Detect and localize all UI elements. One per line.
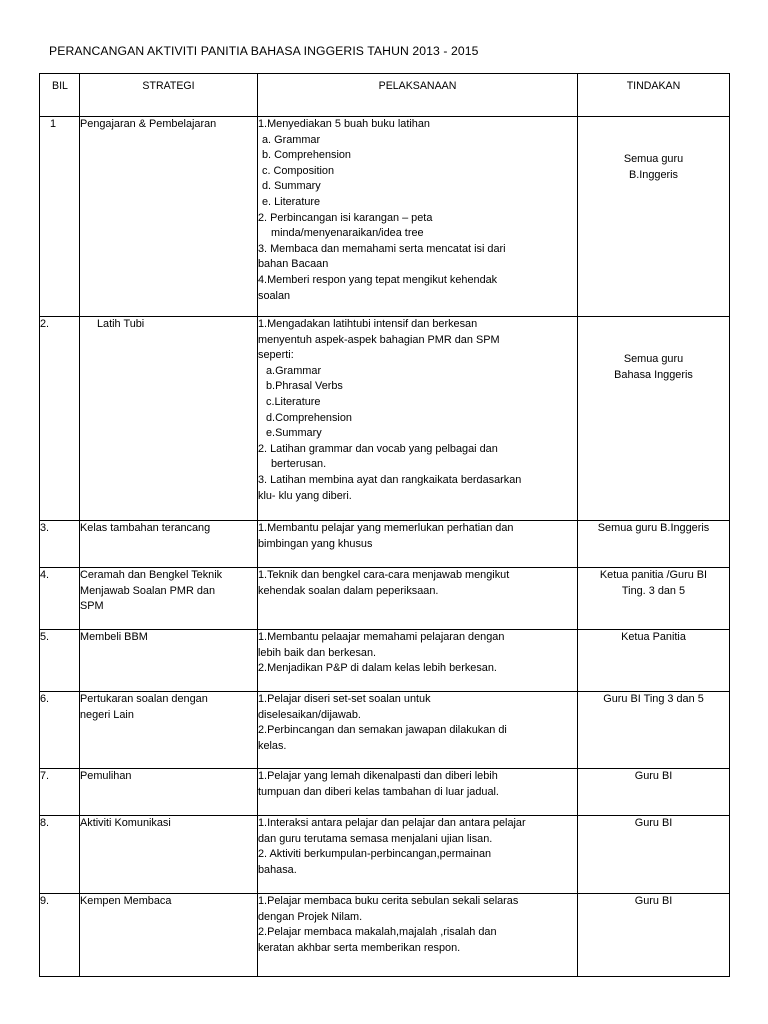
action-line: Semua guru xyxy=(623,353,684,365)
implementation-line: d. Summary xyxy=(262,180,321,193)
table-row xyxy=(40,117,730,317)
action-line: Ting. 3 dan 5 xyxy=(621,584,686,597)
strategy-line: SPM xyxy=(80,600,104,613)
strategy-cell xyxy=(80,317,258,521)
row-number: 2. xyxy=(40,317,80,521)
table-row xyxy=(40,568,730,630)
action-cell xyxy=(578,692,730,769)
action-cell xyxy=(578,317,730,521)
action-line: Guru BI xyxy=(634,895,673,907)
implementation-line: bahasa. xyxy=(258,863,297,876)
implementation-line: kehendak soalan dalam peperiksaan. xyxy=(258,584,439,597)
action-line: Guru BI xyxy=(634,817,673,829)
implementation-line: dan guru terutama semasa menjalani ujian lisan. xyxy=(258,832,493,845)
table-header-row xyxy=(40,74,730,117)
implementation-cell xyxy=(258,117,578,317)
implementation-line: b.Phrasal Verbs xyxy=(266,380,343,393)
implementation-cell xyxy=(258,769,578,816)
strategy-line: Latih Tubi xyxy=(97,318,145,330)
strategy-line: Kempen Membaca xyxy=(80,895,172,907)
implementation-line: 2.Perbincangan dan semakan jawapan dilakukan di xyxy=(258,724,507,737)
row-number: 6. xyxy=(40,692,80,769)
action-line: Semua guru xyxy=(623,153,684,165)
action-line: Guru BI xyxy=(634,770,673,782)
implementation-line: d.Comprehension xyxy=(266,411,352,424)
implementation-cell xyxy=(258,894,578,977)
implementation-line: dengan Projek Nilam. xyxy=(258,910,363,923)
implementation-line: e. Literature xyxy=(262,195,321,208)
implementation-line: klu- klu yang diberi. xyxy=(258,489,352,502)
action-cell xyxy=(578,117,730,317)
implementation-line: 1.Pelajar membaca buku cerita sebulan sekali selaras xyxy=(258,895,519,907)
table-row xyxy=(40,816,730,894)
strategy-line: Menjawab Soalan PMR dan xyxy=(80,584,216,597)
row-number: 8. xyxy=(40,816,80,894)
strategy-cell xyxy=(80,630,258,692)
implementation-line: 3. Latihan membina ayat dan rangkaikata berdasarkan xyxy=(258,473,522,486)
header-pelaksanaan: PELAKSANAAN xyxy=(258,74,578,117)
implementation-line: c.Literature xyxy=(266,395,321,408)
implementation-line: 2. Perbincangan isi karangan – peta xyxy=(258,211,433,224)
implementation-line: a.Grammar xyxy=(266,364,322,377)
implementation-line: c. Composition xyxy=(262,164,335,177)
implementation-line: lebih baik dan berkesan. xyxy=(258,646,377,659)
strategy-line: Kelas tambahan terancang xyxy=(80,522,211,534)
implementation-line: 3. Membaca dan memahami serta mencatat isi dari xyxy=(258,242,506,255)
implementation-line: 2.Pelajar membaca makalah,majalah ,risalah dan xyxy=(258,926,497,939)
implementation-line: 1.Membantu pelajar yang memerlukan perhatian dan xyxy=(258,522,514,534)
strategy-cell xyxy=(80,692,258,769)
implementation-line: 1.Teknik dan bengkel cara-cara menjawab mengikut xyxy=(258,569,510,581)
implementation-line: diselesaikan/dijawab. xyxy=(258,708,361,721)
action-cell xyxy=(578,894,730,977)
strategy-cell xyxy=(80,816,258,894)
strategy-cell xyxy=(80,568,258,630)
implementation-line: 1.Pelajar yang lemah dikenalpasti dan diberi lebih xyxy=(258,770,498,782)
row-number: 1 xyxy=(40,117,80,317)
strategy-cell xyxy=(80,894,258,977)
implementation-line: 2. Aktiviti berkumpulan-perbincangan,permainan xyxy=(258,848,492,861)
action-cell xyxy=(578,769,730,816)
implementation-line: tumpuan dan diberi kelas tambahan di luar jadual. xyxy=(258,785,499,798)
action-cell xyxy=(578,521,730,568)
action-cell xyxy=(578,568,730,630)
row-number: 4. xyxy=(40,568,80,630)
implementation-line: berterusan. xyxy=(271,458,327,471)
implementation-line: 1.Mengadakan latihtubi intensif dan berkesan xyxy=(258,318,478,330)
row-number: 3. xyxy=(40,521,80,568)
row-number: 7. xyxy=(40,769,80,816)
implementation-line: e.Summary xyxy=(266,427,322,440)
header-bil: BIL xyxy=(40,74,80,117)
table-row xyxy=(40,894,730,977)
strategy-cell xyxy=(80,117,258,317)
strategy-line: Pemulihan xyxy=(80,770,132,782)
strategy-line: Pertukaran soalan dengan xyxy=(80,693,208,705)
action-line: B.Inggeris xyxy=(628,168,679,181)
implementation-line: bahan Bacaan xyxy=(258,258,329,271)
table-row xyxy=(40,769,730,816)
table-row xyxy=(40,692,730,769)
implementation-line: menyentuh aspek-aspek bahagian PMR dan SPM xyxy=(258,333,500,346)
implementation-line: a. Grammar xyxy=(262,133,321,146)
action-cell xyxy=(578,816,730,894)
action-line: Semua guru B.Inggeris xyxy=(597,522,710,534)
implementation-line: 2.Menjadikan P&P di dalam kelas lebih berkesan. xyxy=(258,662,497,675)
header-strategi: STRATEGI xyxy=(80,74,258,117)
implementation-line: 4.Memberi respon yang tepat mengikut kehendak xyxy=(258,273,498,286)
implementation-cell xyxy=(258,568,578,630)
implementation-cell xyxy=(258,816,578,894)
implementation-line: 2. Latihan grammar dan vocab yang pelbagai dan xyxy=(258,442,498,455)
strategy-line: Pengajaran & Pembelajaran xyxy=(80,118,217,130)
action-line: Guru BI Ting 3 dan 5 xyxy=(603,693,704,705)
row-number: 5. xyxy=(40,630,80,692)
implementation-cell xyxy=(258,317,578,521)
header-tindakan: TINDAKAN xyxy=(578,74,730,117)
implementation-line: b. Comprehension xyxy=(262,149,351,162)
implementation-line: bimbingan yang khusus xyxy=(258,537,373,550)
implementation-line: 1.Membantu pelaajar memahami pelajaran dengan xyxy=(258,631,505,643)
strategy-cell xyxy=(80,521,258,568)
action-line: Ketua Panitia xyxy=(621,631,686,643)
action-line: Bahasa Inggeris xyxy=(614,368,693,381)
action-line: Ketua panitia /Guru BI xyxy=(599,569,708,581)
implementation-line: keratan akhbar serta memberikan respon. xyxy=(258,941,461,954)
document-title: PERANCANGAN AKTIVITI PANITIA BAHASA INGGERIS TAHUN 2013 - 2015 xyxy=(49,44,479,58)
strategy-cell xyxy=(80,769,258,816)
implementation-line: soalan xyxy=(258,289,291,302)
implementation-line: seperti: xyxy=(258,349,294,362)
strategy-line: negeri Lain xyxy=(80,708,134,721)
row-number: 9. xyxy=(40,894,80,977)
implementation-line: 1.Menyediakan 5 buah buku latihan xyxy=(258,118,430,130)
activity-plan-table xyxy=(39,73,730,977)
implementation-cell xyxy=(258,692,578,769)
table-row xyxy=(40,521,730,568)
implementation-line: 1.Interaksi antara pelajar dan pelajar dan antara pelajar xyxy=(258,817,526,829)
implementation-cell xyxy=(258,630,578,692)
strategy-line: Aktiviti Komunikasi xyxy=(80,817,171,829)
strategy-line: Ceramah dan Bengkel Teknik xyxy=(80,569,223,581)
implementation-cell xyxy=(258,521,578,568)
implementation-line: kelas. xyxy=(258,739,287,752)
implementation-line: minda/menyenaraikan/idea tree xyxy=(271,227,424,240)
table-row xyxy=(40,317,730,521)
implementation-line: 1.Pelajar diseri set-set soalan untuk xyxy=(258,693,431,705)
action-cell xyxy=(578,630,730,692)
strategy-line: Membeli BBM xyxy=(80,631,148,643)
table-row xyxy=(40,630,730,692)
